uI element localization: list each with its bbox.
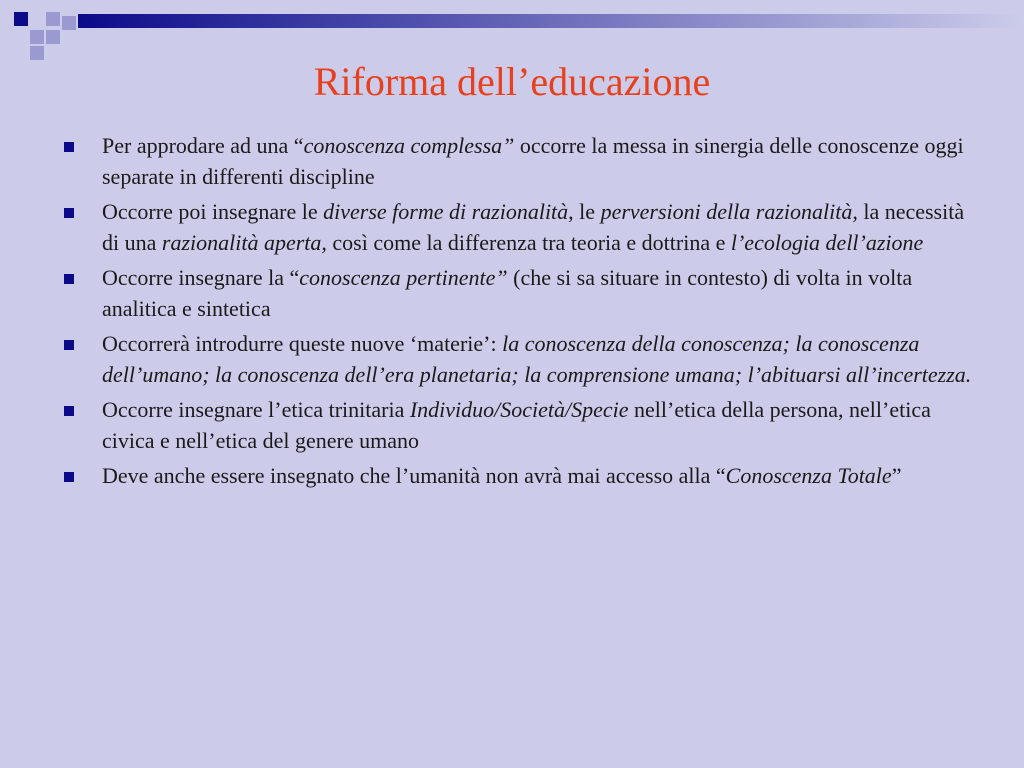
- square-bullet-icon: [64, 208, 74, 218]
- deco-square-light-2: [62, 16, 76, 30]
- text: la necessità di una: [102, 199, 965, 255]
- deco-square-dark: [14, 12, 28, 26]
- italic-text: conoscenza complessa”: [303, 133, 515, 158]
- text: ”: [891, 463, 902, 488]
- italic-text: la conoscenza della conoscenza; la conoscenza dell’umano; la conoscenza dell’era planetaria; la comprensione umana; l’abituarsi all’incertezza.: [102, 331, 972, 387]
- text: occorre la messa in sinergia delle conoscenze oggi separate in differenti discipline: [102, 133, 964, 189]
- bullet-item: [62, 196, 982, 258]
- square-bullet-icon: [64, 340, 74, 350]
- square-bullet-icon: [64, 406, 74, 416]
- italic-text: Individuo/Società/Specie: [409, 397, 629, 422]
- square-bullet-icon: [64, 142, 74, 152]
- text: , le: [568, 199, 601, 224]
- italic-text: diverse forme di razionalità: [323, 199, 569, 224]
- bullet-item: [62, 328, 982, 390]
- italic-text: conoscenza pertinente”: [299, 265, 508, 290]
- text: nell’etica della persona, nell’etica civica e nell’etica del genere umano: [102, 397, 931, 453]
- text: Per approdare ad una “: [102, 133, 304, 158]
- deco-square-light-3: [30, 30, 44, 44]
- square-bullet-icon: [64, 472, 74, 482]
- bullet-item: [62, 394, 982, 456]
- deco-gradient-bar: [78, 14, 1024, 28]
- text: Deve anche essere insegnato che l’umanità non avrà mai accesso alla “: [102, 463, 726, 488]
- bullet-item: [62, 460, 982, 491]
- italic-text: Conoscenza Totale: [725, 463, 892, 488]
- text: Occorre poi insegnare le: [102, 199, 324, 224]
- square-bullet-icon: [64, 274, 74, 284]
- text: Occorre insegnare l’etica trinitaria: [102, 397, 410, 422]
- slide-title: Riforma dell’educazione: [313, 59, 711, 104]
- deco-square-light-4: [46, 30, 60, 44]
- bullet-list: [62, 130, 982, 491]
- italic-text: razionalità aperta,: [161, 230, 327, 255]
- bullet-item: [62, 130, 982, 192]
- text: Occorre insegnare la “: [102, 265, 300, 290]
- text: Occorrerà introdurre queste nuove ‘materie’:: [102, 331, 503, 356]
- italic-text: perversioni della razionalità,: [600, 199, 858, 224]
- bullet-item: [62, 262, 982, 324]
- text: così come la differenza tra teoria e dottrina e: [326, 230, 731, 255]
- slide-body: [62, 130, 982, 495]
- text: (che si sa situare in contesto) di volta in volta analitica e sintetica: [102, 265, 913, 321]
- italic-text: l’ecologia dell’azione: [730, 230, 924, 255]
- deco-square-light: [46, 12, 60, 26]
